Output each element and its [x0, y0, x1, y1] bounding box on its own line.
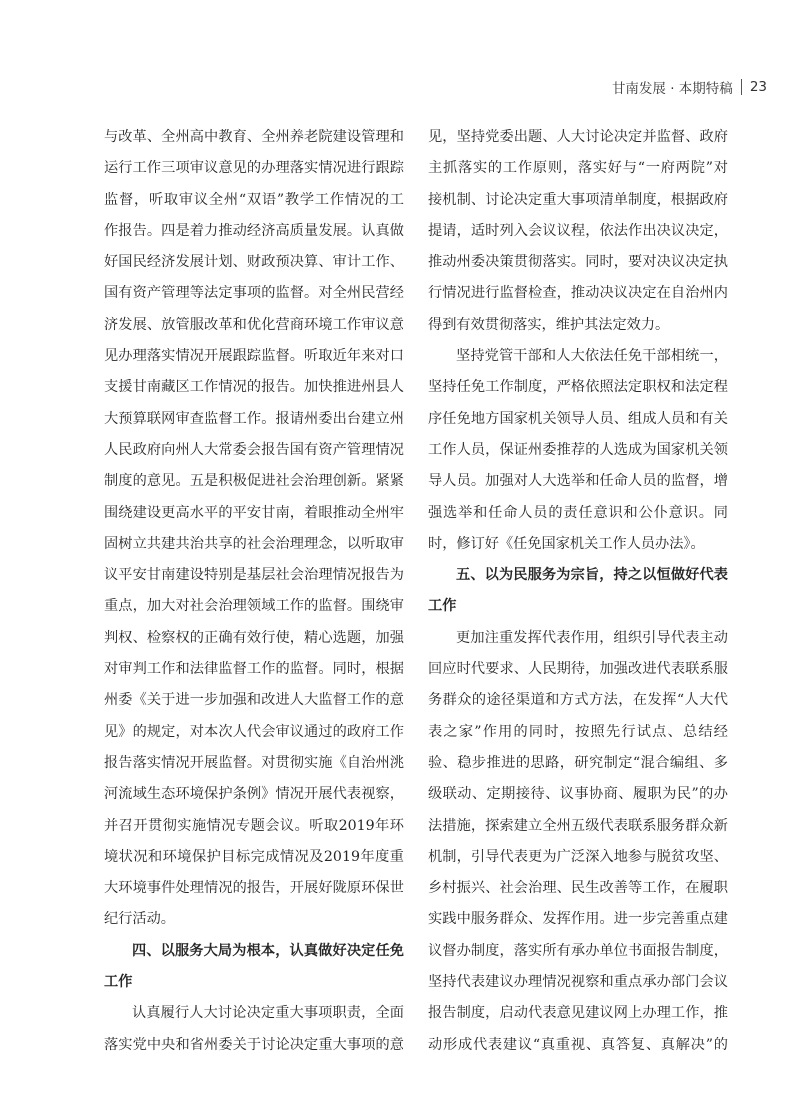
text-line: 并召开贯彻实施情况专题会议。听取2019年环: [104, 817, 404, 834]
text-line: 验、稳步推进的思路，研究制定“混合编组、多: [428, 754, 728, 771]
text-line: 人民政府向州人大常委会报告国有资产管理情况: [104, 441, 404, 458]
text-line: 得到有效贯彻落实，维护其法定效力。: [428, 316, 670, 333]
text-line: 见》的规定，对本次人代会审议通过的政府工作: [104, 723, 404, 740]
text-line: 级联动、定期接待、议事协商、履职为民”的办: [428, 786, 728, 803]
text-line: 提请，适时列入会议议程，依法作出决议决定，: [428, 222, 728, 239]
text-line: 州委《关于进一步加强和改进人大监督工作的意: [104, 692, 404, 709]
text-line: 判权、检察权的正确有效行使，精心选题，加强: [104, 629, 404, 646]
page-number: 23: [749, 79, 767, 95]
text-line: 主抓落实的工作原则，落实好与“一府两院”对: [428, 160, 728, 177]
text-line: 报告落实情况开展监督。对贯彻实施《自治州洮: [104, 754, 404, 771]
text-line: 河流域生态环境保护条例》情况开展代表视察，: [104, 786, 404, 803]
text-line: 回应时代要求、人民期待，加强改进代表联系服: [428, 661, 728, 678]
text-line: 监督，听取审议全州“双语”教学工作情况的工: [104, 191, 404, 208]
text-line: 对审判工作和法律监督工作的监督。同时，根据: [104, 661, 404, 678]
text-line: 大环境事件处理情况的报告，开展好陇原环保世: [104, 880, 404, 897]
text-line: 大预算联网审查监督工作。报请州委出台建立州: [104, 410, 404, 427]
text-line: 推动州委决策贯彻落实。同时，要对决议决定执: [428, 254, 728, 271]
text-line: 法措施，探索建立全州五级代表联系服务群众新: [428, 817, 728, 834]
text-line: 与改革、全州高中教育、全州养老院建设管理和: [104, 129, 404, 145]
right-column: [428, 122, 728, 1061]
text-line: 纪行活动。: [104, 911, 175, 928]
text-line: 固树立共建共治共享的社会治理理念，以听取审: [104, 535, 404, 552]
left-column: [104, 122, 404, 1061]
text-line: 见，坚持党委出题、人大讨论决定并监督、政府: [428, 129, 728, 145]
text-line: 好国民经济发展计划、财政预决算、审计工作、: [104, 254, 404, 271]
text-line: 制度的意见。五是积极促进社会治理创新。紧紧: [104, 473, 404, 490]
section-heading: 四、以服务大局为根本，认真做好决定任免: [132, 942, 404, 959]
text-line: 机制，引导代表更为广泛深入地参与脱贫攻坚、: [428, 848, 728, 865]
text-line: 支援甘南藏区工作情况的报告。加快推进州县人: [104, 379, 404, 396]
text-line: 国有资产管理等法定事项的监督。对全州民营经: [104, 285, 404, 302]
text-line: 接机制、讨论决定重大事项清单制度，根据政府: [428, 191, 728, 208]
section-heading: 工作: [104, 974, 133, 991]
text-line: 围绕建设更高水平的平安甘南，着眼推动全州牢: [104, 504, 404, 521]
text-line: 工作人员，保证州委推荐的人选成为国家机关领: [428, 441, 728, 458]
text-line: 落实党中央和省州委关于讨论决定重大事项的意: [104, 1036, 404, 1053]
text-line: 境状况和环境保护目标完成情况及2019年度重: [104, 848, 404, 865]
text-line: 导人员。加强对人大选举和任命人员的监督，增: [428, 473, 728, 490]
text-line: 序任免地方国家机关领导人员、组成人员和有关: [428, 410, 728, 427]
text-line: 坚持任免工作制度，严格依照法定职权和法定程: [428, 379, 728, 396]
text-line: 重点，加大对社会治理领域工作的监督。围绕审: [104, 598, 404, 615]
text-line: 务群众的途径渠道和方式方法，在发挥“人大代: [428, 692, 728, 709]
section-heading: 工作: [428, 598, 457, 615]
text-line: 坚持党管干部和人大依法任免干部相统一，: [456, 348, 728, 365]
text-line: 运行工作三项审议意见的办理落实情况进行跟踪: [104, 160, 404, 177]
running-header: [612, 74, 767, 100]
text-line: 表之家”作用的同时，按照先行试点、总结经: [428, 723, 728, 740]
header-divider: [741, 79, 742, 95]
text-line: 坚持代表建议办理情况视察和重点承办部门会议: [428, 974, 728, 991]
section-heading: 五、以为民服务为宗旨，持之以恒做好代表: [456, 567, 728, 584]
text-line: 行情况进行监督检查，推动决议决定在自治州内: [428, 285, 728, 302]
text-line: 议督办制度，落实所有承办单位书面报告制度，: [428, 942, 728, 959]
text-line: 强选举和任命人员的责任意识和公仆意识。同: [428, 504, 728, 521]
text-line: 时，修订好《任免国家机关工作人员办法》。: [428, 535, 705, 552]
text-line: 实践中服务群众、发挥作用。进一步完善重点建: [428, 911, 728, 928]
text-line: 动形成代表建议“真重视、真答复、真解决”的: [428, 1036, 728, 1053]
header-title: 甘南发展 · 本期特稿: [611, 81, 733, 97]
text-line: 见办理落实情况开展跟踪监督。听取近年来对口: [104, 348, 404, 365]
text-line: 济发展、放管服改革和优化营商环境工作审议意: [104, 316, 404, 333]
text-line: 议平安甘南建设特别是基层社会治理情况报告为: [104, 567, 404, 584]
text-line: 认真履行人大讨论决定重大事项职责，全面: [132, 1005, 404, 1022]
text-line: 作报告。四是着力推动经济高质量发展。认真做: [104, 222, 404, 239]
text-line: 乡村振兴、社会治理、民生改善等工作，在履职: [428, 880, 728, 897]
text-line: 报告制度，启动代表意见建议网上办理工作，推: [428, 1005, 728, 1022]
text-line: 更加注重发挥代表作用，组织引导代表主动: [456, 629, 728, 646]
